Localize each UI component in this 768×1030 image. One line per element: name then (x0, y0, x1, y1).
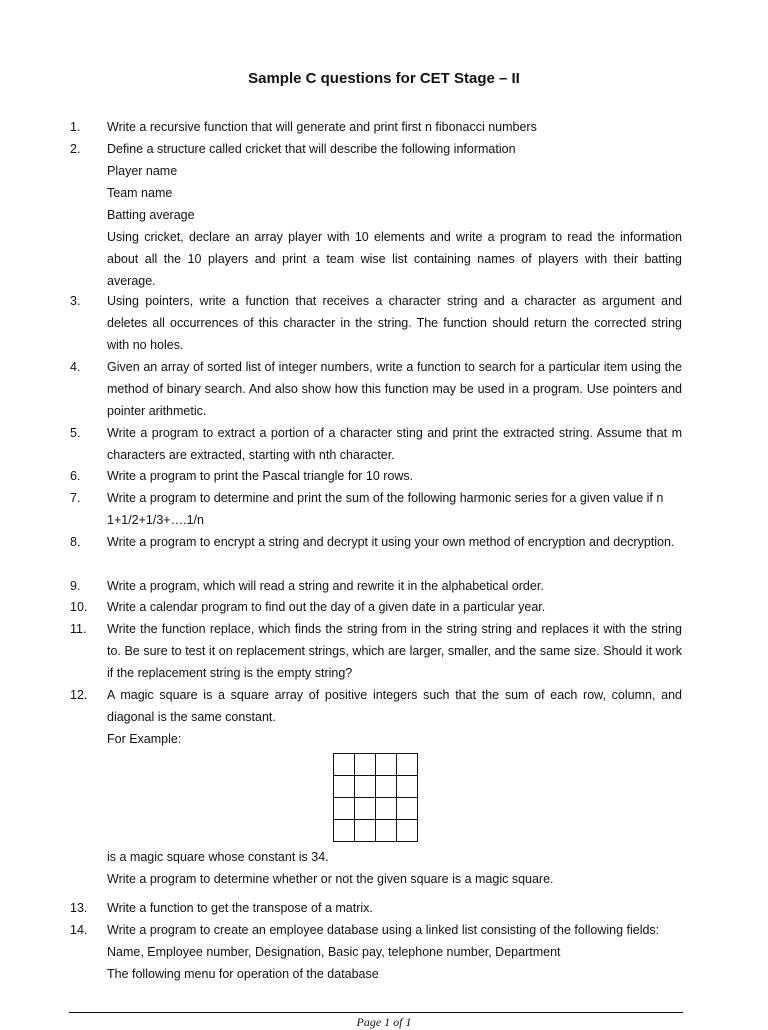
question-line: Write a program to create an employee database using a linked list consisting of the following fields: (107, 923, 660, 937)
question-line: Write a program to encrypt a string and decrypt it using your own method of encryption and decryption. (107, 535, 675, 549)
grid-cell (397, 820, 418, 842)
question-number: 6. (70, 469, 81, 483)
grid-row (334, 798, 418, 820)
grid-row (334, 776, 418, 798)
page-title: Sample C questions for CET Stage – II (248, 70, 520, 87)
question-number: 8. (70, 535, 81, 549)
question-line: Using pointers, write a function that receives a character string and a character as argument and deletes all occurrences of this character in the string. The function should return the corrected string with no holes. (107, 294, 682, 352)
question-line: Player name (107, 164, 178, 178)
grid-row (334, 820, 418, 842)
question-line: Write a program to extract a portion of a character sting and print the extracted string. Assume that m characters are extracted, starting with nth character. (107, 426, 682, 462)
question-line: Write a recursive function that will generate and print first n fibonacci numbers (107, 120, 537, 134)
question-line: Write a program to determine and print the sum of the following harmonic series for a given value if n (107, 491, 664, 505)
grid-cell (397, 776, 418, 798)
footer-rule (69, 1012, 683, 1013)
question-text (107, 919, 682, 985)
question-number: 13. (70, 901, 88, 915)
question-number: 2. (70, 142, 81, 156)
question-text (107, 356, 682, 422)
question-line: Write a program, which will read a string and rewrite it in the alphabetical order. (107, 579, 544, 593)
question-line: Write a function to get the transpose of a matrix. (107, 901, 373, 915)
question-text (107, 575, 682, 597)
grid-cell (376, 820, 397, 842)
question-text (107, 596, 682, 618)
question-text (107, 487, 682, 531)
question-line: Define a structure called cricket that will describe the following information (107, 142, 516, 156)
question-number: 14. (70, 923, 88, 937)
grid-cell (397, 798, 418, 820)
question-number: 1. (70, 120, 81, 134)
question-text (107, 618, 682, 684)
question-text (107, 290, 682, 356)
question-line: Using cricket, declare an array player with 10 elements and write a program to read the information about all the 10 players and print a team wise list containing names of players with their batting average. (107, 230, 682, 288)
question-line: A magic square is a square array of positive integers such that the sum of each row, column, and diagonal is the same constant. (107, 688, 682, 724)
question-number: 10. (70, 600, 88, 614)
question-line: The following menu for operation of the database (107, 967, 379, 981)
question-text (107, 465, 682, 487)
question-text (107, 897, 682, 919)
grid-cell (334, 776, 355, 798)
question-number: 7. (70, 491, 81, 505)
grid-cell (355, 754, 376, 776)
question-text (107, 684, 682, 750)
magic-square-grid (333, 753, 418, 842)
question-number: 3. (70, 294, 81, 308)
question-line: Write a program to determine whether or not the given square is a magic square. (107, 872, 554, 886)
question-number: 4. (70, 360, 81, 374)
question-number: 9. (70, 579, 81, 593)
question-line: Team name (107, 186, 173, 200)
question-line: Batting average (107, 208, 195, 222)
question-text (107, 531, 682, 553)
question-line: Name, Employee number, Designation, Basic pay, telephone number, Department (107, 945, 561, 959)
grid-row (334, 754, 418, 776)
grid-cell (355, 820, 376, 842)
grid-cell (355, 776, 376, 798)
question-line: is a magic square whose constant is 34. (107, 850, 329, 864)
grid-cell (376, 754, 397, 776)
grid-cell (334, 798, 355, 820)
question-text (107, 846, 682, 890)
grid-cell (334, 754, 355, 776)
question-number: 5. (70, 426, 81, 440)
grid-cell (397, 754, 418, 776)
question-number: 12. (70, 688, 88, 702)
question-line: Write a program to print the Pascal triangle for 10 rows. (107, 469, 414, 483)
grid-cell (334, 820, 355, 842)
question-text (107, 422, 682, 466)
question-text (107, 138, 682, 292)
question-number: 11. (70, 622, 87, 636)
question-line: Given an array of sorted list of integer numbers, write a function to search for a particular item using the method of binary search. And also show how this function may be used in a program. Use pointers and pointer arithmetic. (107, 360, 682, 418)
question-line: Write a calendar program to find out the day of a given date in a particular year. (107, 600, 546, 614)
question-line: For Example: (107, 732, 182, 746)
question-line: Write the function replace, which finds the string from in the string string and replaces it with the string to. Be sure to test it on replacement strings, which are larger, smaller, and the same size. Should it work if the replacement string is the empty string? (107, 622, 682, 680)
page-footer: Page 1 of 1 (356, 1015, 412, 1029)
grid-cell (376, 798, 397, 820)
grid-cell (355, 798, 376, 820)
grid-cell (376, 776, 397, 798)
question-text (107, 116, 682, 138)
question-line: 1+1/2+1/3+….1/n (107, 513, 204, 527)
